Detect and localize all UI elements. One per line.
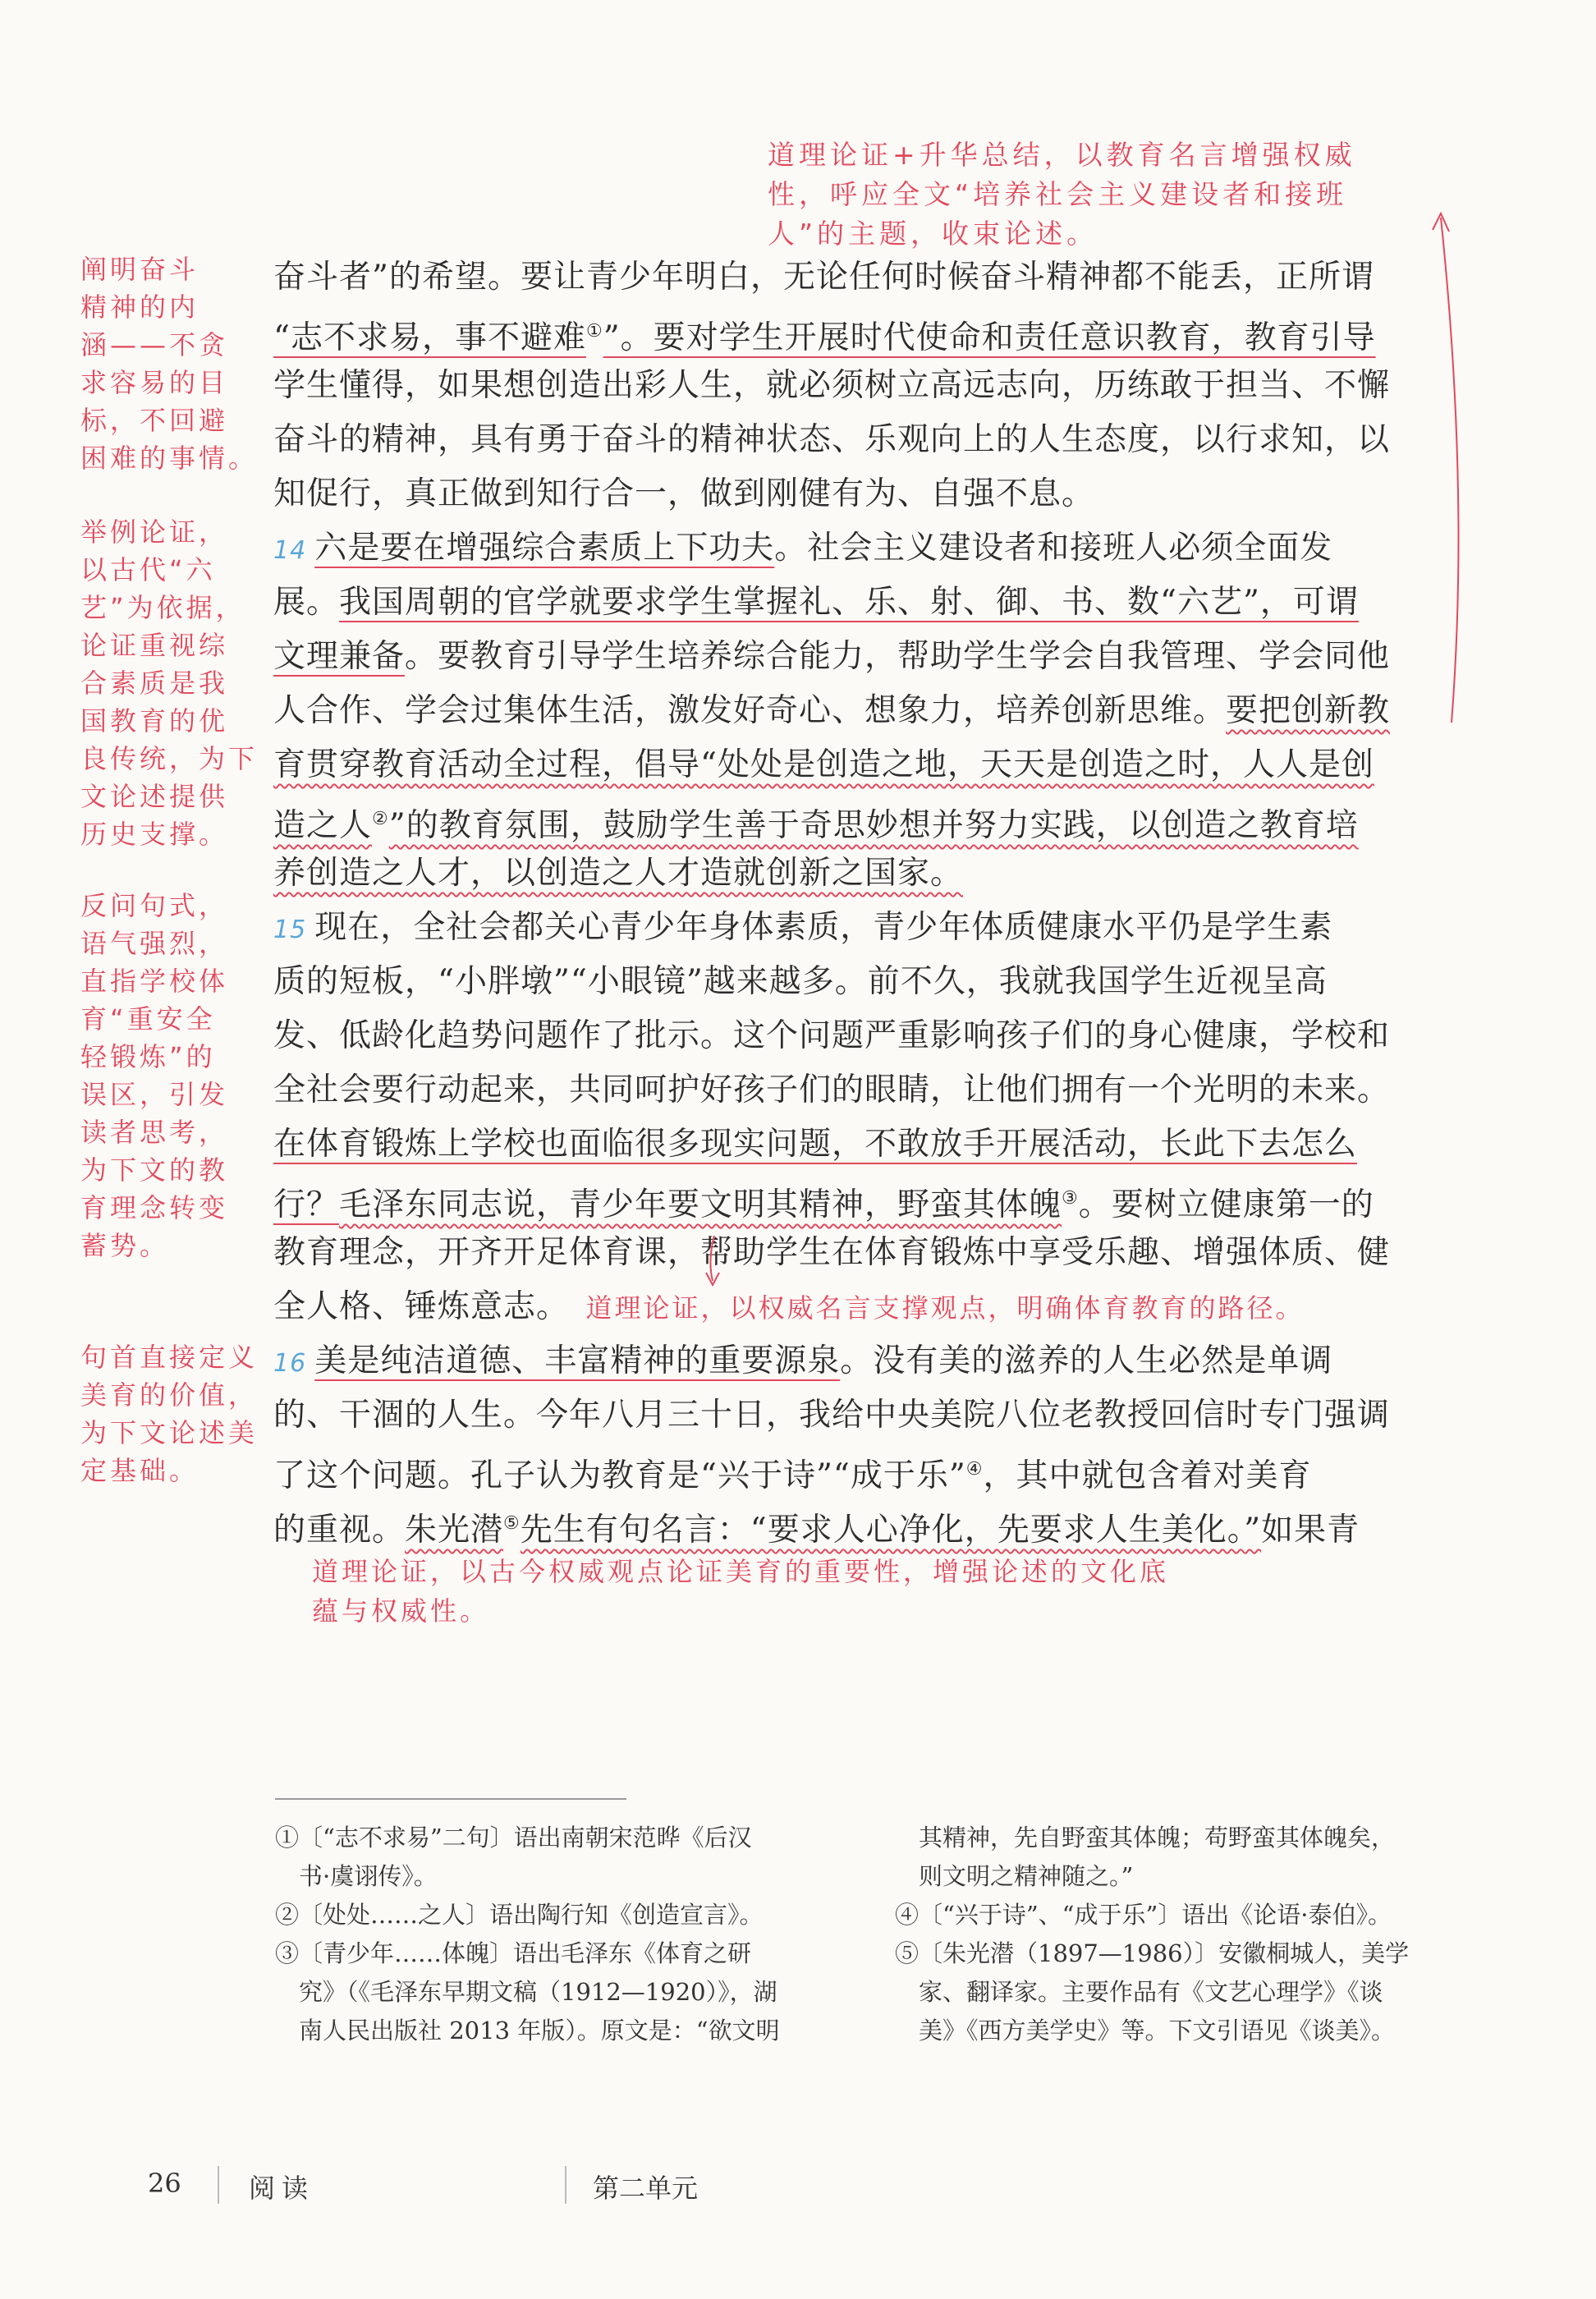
- footnote-ref[interactable]: ②: [372, 809, 389, 829]
- paragraph-number: 15: [273, 915, 307, 944]
- text-run: 教育理念，开齐开足体育课，帮助学生在体育锻炼中享受乐趣、增强体质、健: [273, 1234, 1391, 1271]
- margin-note-line: 涵——不贪: [80, 329, 229, 360]
- margin-note-line: 求容易的目: [80, 367, 229, 398]
- wavy-underlined-text: 毛泽东同志说，青少年要文明其精神，野蛮其体魄: [339, 1186, 1062, 1223]
- margin-note-line: 育理念转变: [80, 1192, 229, 1223]
- text-line: [273, 901, 1450, 955]
- paragraph-number: 14: [273, 536, 307, 565]
- margin-note-line: 阐明奋斗: [80, 254, 200, 285]
- text-run: 如果青: [1261, 1512, 1360, 1549]
- text-run: 全社会要行动起来，共同呵护好孩子们的眼睛，让他们拥有一个光明的未来。: [273, 1071, 1391, 1108]
- footnote-line: ④〔“兴于诗”、“成于乐”〕语出《论语·泰伯》。: [895, 1901, 1392, 1929]
- wavy-underlined-text: 要把创新教: [1226, 692, 1391, 729]
- text-run: 。社会主义建设者和接班人必须全面发: [774, 530, 1333, 567]
- footnote-line: 家、翻译家。主要作品有《文艺心理学》《谈: [895, 1978, 1383, 2006]
- margin-note-4: [80, 1338, 265, 1489]
- text-line: [273, 630, 1450, 684]
- underlined-text: 文理兼备: [273, 638, 406, 675]
- margin-note-line: 论证重视综: [80, 630, 229, 661]
- footnote-ref[interactable]: ③: [1062, 1188, 1079, 1209]
- wavy-underlined-text: 朱光潜: [405, 1512, 504, 1549]
- text-run: 知促行，真正做到知行合一，做到刚健有为、自强不息。: [273, 475, 1095, 512]
- footnote-line: 南人民出版社 2013 年版）。原文是：“欲文明: [275, 2017, 780, 2044]
- margin-note-line: 文论述提供: [80, 781, 229, 812]
- footnote-line: 其精神，先自野蛮其体魄；苟野蛮其体魄矣，: [895, 1824, 1396, 1852]
- text-run: 奋斗的精神，具有勇于奋斗的精神状态、乐观向上的人生态度，以行求知，以: [273, 421, 1391, 458]
- text-line: [273, 955, 1450, 1009]
- text-line: [273, 305, 1450, 359]
- text-line: [273, 1009, 1450, 1063]
- annotation-line: 性，呼应全文“培养社会主义建设者和接班: [768, 178, 1348, 210]
- text-run: 人合作、学会过集体生活，激发好奇心、想象力，培养创新思维。: [273, 692, 1227, 729]
- margin-note-line: 读者思考，: [80, 1117, 229, 1148]
- margin-note-line: 良传统，为下: [80, 743, 259, 774]
- footnote-line: ⑤〔朱光潜（1897—1986）〕安徽桐城人，美学: [895, 1939, 1410, 1967]
- footnote-line: 则文明之精神随之。”: [895, 1862, 1134, 1890]
- underlined-text: ”。要对学生开展时代使命和责任意识教育，教育引导: [603, 319, 1376, 356]
- margin-note-line: 历史支撑。: [80, 819, 229, 850]
- underlined-text: 美是纯洁道德、丰富精神的重要源泉: [314, 1342, 841, 1379]
- wavy-underlined-text: 养创造之人才，以创造之人才造就创新之国家。: [273, 855, 964, 892]
- text-run: 了这个问题。孔子认为教育是“兴于诗”“成于乐”: [273, 1457, 966, 1494]
- underlined-text: “志不求易，事不避难: [273, 319, 586, 356]
- footnote-line: ②〔处处……之人〕语出陶行知《创造宣言》。: [275, 1901, 764, 1929]
- annotation-line: 道理论证，以古今权威观点论证美育的重要性，增强论述的文化底: [312, 1556, 1170, 1587]
- text-line: [273, 1226, 1450, 1280]
- text-line: [273, 1172, 1450, 1226]
- margin-note-line: 定基础。: [80, 1455, 200, 1486]
- text-line: [273, 359, 1450, 413]
- margin-note-line: 轻锻炼”的: [80, 1041, 216, 1072]
- text-run: 。没有美的滋养的人生必然是单调: [840, 1342, 1333, 1379]
- page-footer: [0, 2168, 1596, 2217]
- wavy-underlined-text: 育贯穿教育活动全过程，倡导“处处是创造之地，天天是创造之时，人人是创: [273, 746, 1374, 783]
- text-line: [273, 1334, 1450, 1388]
- footnote-ref[interactable]: ④: [965, 1459, 984, 1480]
- footnote-line: ③〔青少年……体魄〕语出毛泽东《体育之研: [275, 1939, 752, 1967]
- wavy-underlined-text: 先生有句名言：“要求人心净化，先要求人生美化。”: [520, 1512, 1262, 1549]
- paragraph-number: 16: [273, 1349, 307, 1378]
- margin-note-line: 为下文论述美: [80, 1417, 259, 1448]
- text-line: [273, 684, 1450, 738]
- unit-label: 第二单元: [593, 2173, 699, 2204]
- footnote-line: 究》（《毛泽东早期文稿（1912—1920）》，湖: [275, 1978, 777, 2006]
- wavy-underlined-text: ”的教育氛围，鼓励学生善于奇思妙想并努力实践，以创造之教育培: [388, 807, 1359, 844]
- margin-note-2: [80, 513, 265, 853]
- footnote-line: ①〔“志不求易”二句〕语出南朝宋范晔《后汉: [275, 1824, 752, 1852]
- underlined-text: 我国周朝的官学就要求学生掌握礼、乐、射、御、书、数“六艺”，可谓: [339, 584, 1359, 621]
- text-run: 的、干涸的人生。今年八月三十日，我给中央美院八位老教授回信时专门强调: [273, 1397, 1391, 1434]
- text-run: 的重视。: [273, 1512, 406, 1549]
- margin-note-line: 以古代“六: [80, 554, 216, 585]
- footnote-line: 美》《西方美学史》等。下文引语见《谈美》。: [895, 2017, 1396, 2044]
- underlined-text: 在体育锻炼上学校也面临很多现实问题，不敢放手开展活动，长此下去怎么: [273, 1126, 1358, 1163]
- footer-divider: [565, 2166, 566, 2204]
- margin-note-line: 直指学校体: [80, 966, 229, 997]
- margin-note-line: 蓄势。: [80, 1230, 170, 1261]
- margin-note-line: 反问句式，: [80, 890, 229, 921]
- margin-note-line: 误区，引发: [80, 1079, 229, 1110]
- margin-note-line: 精神的内: [80, 291, 200, 323]
- text-run: 。要树立健康第一的: [1078, 1186, 1374, 1223]
- text-run: 现在，全社会都关心青少年身体素质，青少年体质健康水平仍是学生素: [314, 909, 1333, 946]
- margin-note-line: 美育的价值，: [80, 1379, 259, 1411]
- wavy-underlined-text: 造之人: [273, 807, 373, 844]
- text-run: 发、低龄化趋势问题作了批示。这个问题严重影响孩子们的身心健康，学校和: [273, 1017, 1391, 1054]
- footnote-ref[interactable]: ⑤: [503, 1513, 521, 1534]
- body-text: [273, 250, 1450, 1551]
- text-run: 展。: [273, 584, 340, 621]
- footnote-ref[interactable]: ①: [585, 321, 603, 342]
- annotation-top: [768, 135, 1457, 254]
- annotation-line: 道理论证+升华总结，以教育名言增强权威: [768, 139, 1356, 171]
- margin-note-3: [80, 887, 265, 1264]
- margin-note-line: 育“重安全: [80, 1003, 216, 1035]
- underlined-text: 六是要在增强综合素质上下功夫: [314, 530, 775, 567]
- text-line: [273, 413, 1450, 467]
- text-line: [273, 521, 1450, 576]
- margin-note-line: 语气强烈，: [80, 928, 229, 959]
- text-run: ，其中就包含着对美育: [983, 1457, 1312, 1494]
- text-line: [273, 1388, 1450, 1443]
- text-line: [273, 738, 1450, 792]
- margin-note-line: 国教育的优: [80, 705, 229, 737]
- margin-note-line: 标，不回避: [80, 405, 229, 436]
- margin-note-line: 艺”为依据，: [80, 592, 245, 623]
- text-line: [273, 467, 1450, 521]
- text-line: [273, 576, 1450, 630]
- text-run: 。要教育引导学生培养综合能力，帮助学生学会自我管理、学会同他: [405, 638, 1391, 675]
- footnote-line: 书·虞诩传》。: [275, 1862, 438, 1890]
- margin-note-line: 举例论证，: [80, 516, 229, 548]
- footer-divider: [218, 2166, 219, 2204]
- annotation-inline: 道理论证，以权威名言支撑观点，明确体育教育的路径。: [585, 1292, 1305, 1324]
- text-run: 质的短板，“小胖墩”“小眼镜”越来越多。前不久，我就我国学生近视呈高: [273, 963, 1328, 1000]
- text-line: [273, 1497, 1450, 1551]
- text-line: [273, 792, 1450, 847]
- text-run: 奋斗者”的希望。要让青少年明白，无论任何时候奋斗精神都不能丢，正所谓: [273, 259, 1374, 296]
- underlined-text: 行？: [273, 1186, 340, 1223]
- text-line: [273, 250, 1450, 305]
- margin-note-line: 困难的事情。: [80, 443, 259, 474]
- annotation-line: 人”的主题，收束论述。: [768, 218, 1098, 250]
- text-run: 学生懂得，如果想创造出彩人生，就必须树立高远志向，历练敢于担当、不懈: [273, 367, 1391, 404]
- text-run: 全人格、锤炼意志。: [273, 1288, 553, 1325]
- text-line: [273, 1063, 1450, 1117]
- text-line: [273, 1280, 1450, 1334]
- text-line: [273, 1443, 1450, 1497]
- section-label: 阅读: [249, 2173, 315, 2204]
- annotation-line: 蕴与权威性。: [312, 1595, 490, 1627]
- text-line: [273, 1117, 1450, 1172]
- page-number: 26: [148, 2168, 181, 2199]
- margin-note-line: 为下文的教: [80, 1154, 229, 1186]
- annotation-bottom: [312, 1552, 1461, 1631]
- footnotes-left: [275, 1819, 850, 2050]
- margin-note-1: [80, 250, 265, 477]
- footnote-divider: [275, 1798, 626, 1800]
- footnotes-right: [895, 1819, 1470, 2050]
- text-line: [273, 847, 1450, 901]
- margin-note-line: 句首直接定义: [80, 1342, 259, 1373]
- margin-note-line: 合素质是我: [80, 668, 229, 699]
